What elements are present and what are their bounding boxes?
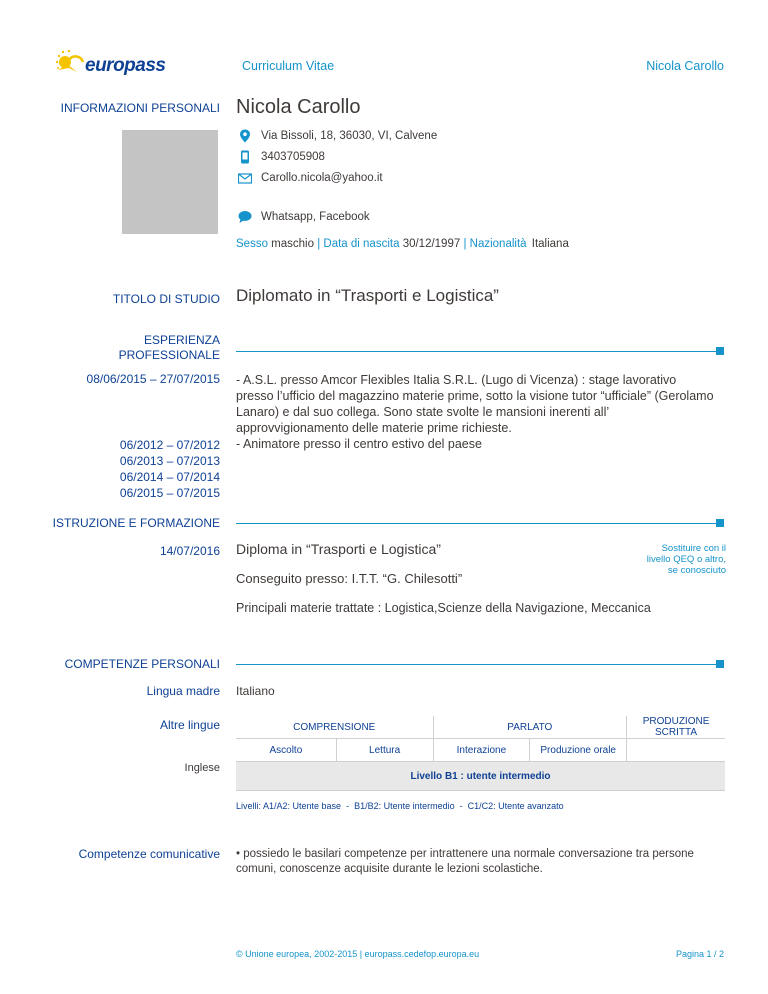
nascita-label: Data di nascita (323, 238, 400, 250)
cv-title: Curriculum Vitae (242, 59, 335, 73)
section-divider (236, 523, 717, 524)
header-name: Nicola Carollo (646, 59, 724, 73)
section-label-istruzione: ISTRUZIONE E FORMAZIONE (52, 516, 220, 530)
altre-lingue-label: Altre lingue (159, 718, 220, 732)
section-divider (236, 351, 717, 352)
competenze-comunicative-text: • possiedo le basilari competenze per intrattenere una normale conversazione tra persone comuni, conoscenze acquisite durante le lezioni scolastiche. (236, 848, 694, 875)
esperienza-label-line1: ESPERIENZA (143, 333, 220, 347)
section-divider (236, 664, 717, 665)
date-range: 08/06/2015 – 27/07/2015 (86, 372, 220, 386)
mobile-phone-icon (238, 150, 252, 164)
date-range: 06/2014 – 07/2014 (119, 470, 220, 484)
esperienza-label-line2: PROFESSIONALE (118, 348, 220, 362)
date-range: 06/2013 – 07/2013 (119, 454, 220, 468)
istruzione-title: Diploma in “Trasporti e Logistica” (236, 541, 441, 557)
sesso-label: Sesso (236, 238, 268, 250)
livello-bar (236, 761, 725, 791)
address-text: Via Bissoli, 18, 36030, VI, Calvene (261, 130, 438, 142)
section-divider-square (716, 347, 724, 355)
europass-logo (55, 48, 165, 82)
parlato-header: PARLATO (433, 716, 627, 739)
istruzione-school: Conseguito presso: I.T.T. “G. Chilesotti” (236, 571, 463, 586)
section-label-esperienza (119, 333, 220, 363)
footer-page: Pagina 1 / 2 (675, 949, 724, 959)
competenze-comunicative-label: Competenze comunicative (78, 847, 220, 861)
email-text[interactable]: Carollo.nicola@yahoo.it (261, 172, 383, 184)
comprensione-header: COMPRENSIONE (293, 721, 376, 733)
email-row (238, 171, 383, 185)
section-label-competenze: COMPETENZE PERSONALI (64, 657, 220, 671)
experience-2-text: - Animatore presso il centro estivo del paese (236, 437, 482, 451)
titolo-value: Diplomato in “Trasporti e Logistica” (236, 286, 499, 305)
address-row (238, 129, 437, 143)
lingua-madre-value: Italiano (236, 684, 275, 698)
section-divider-square (716, 519, 724, 527)
date-range: 06/2015 – 07/2015 (119, 486, 220, 500)
chat-bubble-icon (238, 210, 252, 224)
sesso-value: maschio (271, 238, 314, 250)
messaging-row (238, 210, 370, 224)
interazione-header: Interazione (433, 739, 530, 762)
date-range: 06/2012 – 07/2012 (119, 438, 220, 452)
section-label-personal: INFORMAZIONI PERSONALI (60, 101, 220, 115)
produzione-scritta-header: PRODUZIONE SCRITTA (627, 716, 725, 739)
email-envelope-icon (238, 171, 252, 185)
ascolto-header: Ascolto (269, 744, 303, 756)
phone-text: 3403705908 (261, 151, 325, 163)
personal-details (236, 238, 569, 250)
personal-name: Nicola Carollo (236, 96, 361, 118)
language-table (236, 716, 725, 761)
nascita-value: 30/12/1997 (402, 238, 461, 250)
section-divider-square (716, 660, 724, 668)
istruzione-subjects: Principali materie trattate : Logistica,Scienze della Navigazione, Meccanica (236, 601, 651, 615)
phone-row (238, 150, 325, 164)
experience-1-text: - A.S.L. presso Amcor Flexibles Italia S.R.L. (Lugo di Vicenza) : stage lavorativo presso l’ufficio del magazzino materie prime, sotto la visione tutor “ufficiale” (Gerolamo Lanaro) e dal suo collega. Sono state svolte le mansioni inerenti all’ approvvigionamento delle materie prime richieste. (236, 373, 714, 435)
photo-placeholder (122, 130, 218, 234)
lingua-madre-label: Lingua madre (146, 684, 220, 698)
experience-1-dates (87, 372, 220, 387)
messaging-text: Whatsapp, Facebook (261, 211, 370, 223)
produzione-scritta-empty (627, 739, 725, 762)
lingua-inglese: Inglese (184, 762, 220, 774)
livelli-legend: Livelli: A1/A2: Utente base - B1/B2: Utente intermedio - C1/C2: Utente avanzato (236, 801, 564, 811)
istruzione-date: 14/07/2016 (159, 544, 220, 558)
europass-logo-text: europass (85, 55, 166, 76)
footer-copyright: © Unione europea, 2002-2015 | europass.cedefop.europa.eu (236, 949, 480, 959)
location-pin-icon (238, 129, 252, 143)
section-label-titolo: TITOLO DI STUDIO (112, 292, 220, 306)
separator: | (317, 238, 321, 250)
europass-stars-icon (55, 48, 89, 82)
nazionalita-value: Italiana (531, 238, 569, 250)
separator: | (463, 238, 467, 250)
produzione-orale-header: Produzione orale (530, 739, 627, 762)
experience-2-dates (120, 437, 220, 501)
livello-text: Livello B1 : utente intermedio (410, 770, 551, 782)
nazionalita-label: Nazionalità (469, 238, 527, 250)
lettura-header: Lettura (336, 739, 433, 762)
qeq-note: Sostituire con il livello QEQ o altro, se conosciuto (646, 543, 726, 576)
